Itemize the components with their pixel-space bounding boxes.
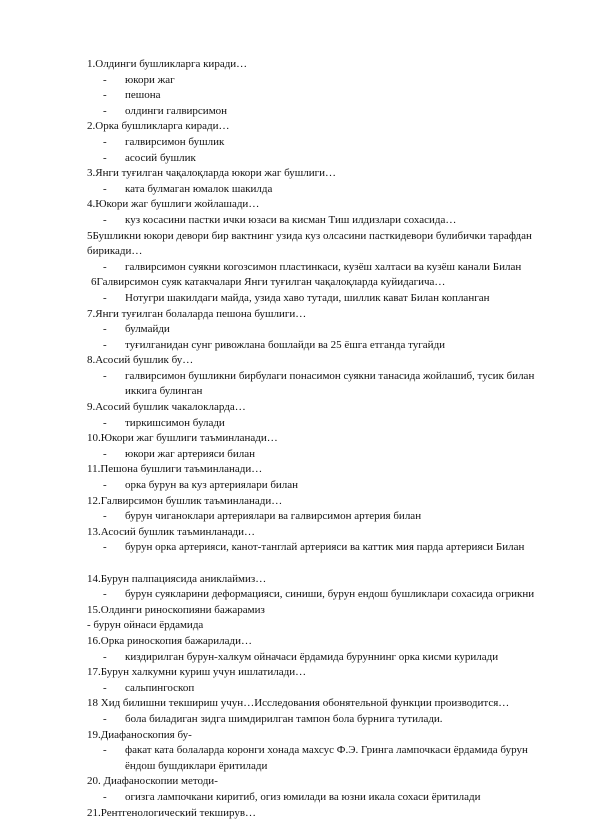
answer-text: бурун суякларини деформацияси, синиши, бурун ендош бушликлари сохасида огрикни: [125, 588, 534, 600]
answer-item: [87, 650, 560, 666]
question-21: 21.Рентгенологический текширув…: [87, 806, 560, 821]
answer-text: галвирсимон бушликни бирбулаги понасимон суякни танасида жойлашиб, тусик билан иккига булинган: [125, 370, 534, 398]
question-8: 8.Асосий бушлик бу…: [87, 353, 560, 369]
answer-item: [87, 587, 560, 603]
bullet-dash: -: [103, 213, 107, 229]
answer-text: киздирилган бурун-халкум ойначаси ёрдамида буруннинг орка кисми курилади: [125, 651, 498, 663]
question-12: 12.Галвирсимон бушлик таъминланади…: [87, 494, 560, 510]
bullet-dash: -: [103, 151, 107, 167]
question-4: 4.Юкори жаг бушлиги жойлашади…: [87, 197, 560, 213]
bullet-dash: -: [103, 509, 107, 525]
question-5: 5Бушликни юкори девори бир вактнинг узида куз олсасини пасткидевори булибички тарафдан бирикади…: [87, 229, 560, 260]
question-1: 1.Олдинги бушликларга киради…: [87, 57, 560, 73]
answer-item: [87, 743, 560, 774]
bullet-dash: -: [103, 322, 107, 338]
answer-item: [87, 338, 560, 354]
question-6: 6Галвирсимон суяк катакчалари Янги туғилган чақалоқларда куйидагича…: [87, 275, 560, 291]
bullet-dash: -: [103, 291, 107, 307]
answer-item: [87, 260, 560, 276]
bullet-dash: -: [103, 540, 107, 556]
question-18: 18 Хид билишни текшириш учун…Исследования обонятельной функции производится…: [87, 696, 560, 712]
bullet-dash: -: [103, 790, 107, 806]
answer-text: бурун чиганоклари артериялари ва галвирсимон артерия билан: [125, 510, 421, 522]
question-17: 17.Бурун халкумни куриш учун ишлатилади…: [87, 665, 560, 681]
question-14: 14.Бурун палпациясида аниклаймиз…: [87, 572, 560, 588]
answer-item: [87, 322, 560, 338]
bullet-dash: -: [103, 587, 107, 603]
bullet-dash: -: [103, 135, 107, 151]
answer-text: бурун орка артерияси, канот-танглай артерияси ва каттик мия парда артерияси Билан: [125, 541, 524, 553]
question-16: 16.Орка риноскопия бажарилади…: [87, 634, 560, 650]
question-3: 3.Янги туғилган чақалоқларда юкори жаг бушлиги…: [87, 166, 560, 182]
question-10: 10.Юкори жаг бушлиги таъминланади…: [87, 431, 560, 447]
answer-text: ката булмаган юмалок шакилда: [125, 183, 272, 195]
question-7: 7.Янги туғилган болаларда пешона бушлиги…: [87, 307, 560, 323]
answer-item: [87, 88, 560, 104]
answer-text: юкори жаг: [125, 74, 175, 86]
answer-item: [87, 135, 560, 151]
bullet-dash: -: [103, 182, 107, 198]
answer-item: [87, 291, 560, 307]
answer-item: [87, 416, 560, 432]
answer-text: орка бурун ва куз артериялари билан: [125, 479, 298, 491]
question-13: 13.Асосий бушлик таъминланади…: [87, 525, 560, 541]
bullet-dash: -: [103, 712, 107, 728]
bullet-dash: -: [103, 338, 107, 354]
answer-text: огизга лампочкани киритиб, огиз юмилади ва юзни икала сохаси ёритилади: [125, 791, 480, 803]
bullet-dash: -: [103, 478, 107, 494]
answer-text: олдинги галвирсимон: [125, 105, 227, 117]
answer-plain: - бурун ойнаси ёрдамида: [87, 618, 560, 634]
answer-text: бола биладиган зидга шимдирилган тампон бола бурнига тутилади.: [125, 713, 443, 725]
answer-text: куз косасини пастки ички юзаси ва кисман Тиш илдизлари сохасида…: [125, 214, 456, 226]
answer-item: [87, 447, 560, 463]
answer-text: пешона: [125, 89, 161, 101]
answer-item: [87, 73, 560, 89]
bullet-dash: -: [103, 104, 107, 120]
question-20: 20. Диафаноскопии методи-: [87, 774, 560, 790]
answer-item: [87, 540, 560, 556]
question-15: 15.Олдинги риноскопияни бажарамиз: [87, 603, 560, 619]
answer-item: [87, 509, 560, 525]
answer-item: [87, 213, 560, 229]
bullet-dash: -: [103, 681, 107, 697]
answer-item: [87, 369, 560, 400]
question-11: 11.Пешона бушлиги таъминланади…: [87, 462, 560, 478]
bullet-dash: -: [103, 73, 107, 89]
answer-item: [87, 681, 560, 697]
answer-text: Нотугри шакилдаги майда, узида хаво тутади, шиллик кават Билан копланган: [125, 292, 489, 304]
answer-item: [87, 790, 560, 806]
question-9: 9.Асосий бушлик чакалокларда…: [87, 400, 560, 416]
answer-text: асосий бушлик: [125, 152, 196, 164]
answer-item: [87, 478, 560, 494]
answer-text: булмайди: [125, 323, 170, 335]
answer-text: факат ката болаларда коронги хонада махсус Ф.Э. Гринга лампочкаси ёрдамида бурун ёндош бушдиклари ёритилади: [125, 744, 528, 772]
bullet-dash: -: [103, 743, 107, 759]
answer-item: [87, 104, 560, 120]
answer-text: юкори жаг артерияси билан: [125, 448, 255, 460]
bullet-dash: -: [103, 88, 107, 104]
blank-line: [87, 556, 560, 572]
answer-item: [87, 182, 560, 198]
answer-text: тиркишсимон булади: [125, 417, 225, 429]
answer-text: галвирсимон бушлик: [125, 136, 224, 148]
answer-text: галвирсимон суякни когозсимон пластинкаси, кузёш халтаси ва кузёш канали Билан: [125, 261, 521, 273]
question-19: 19.Диафаноскопия бу-: [87, 728, 560, 744]
bullet-dash: -: [103, 260, 107, 276]
answer-item: [87, 712, 560, 728]
answer-item: [87, 151, 560, 167]
bullet-dash: -: [103, 369, 107, 385]
bullet-dash: -: [103, 416, 107, 432]
bullet-dash: -: [103, 447, 107, 463]
answer-text: туғилганидан сунг ривожлана бошлайди ва 25 ёшга етганда тугайди: [125, 339, 445, 351]
answer-text: сальпингоскоп: [125, 682, 194, 694]
question-2: 2.Орка бушликларга киради…: [87, 119, 560, 135]
bullet-dash: -: [103, 650, 107, 666]
